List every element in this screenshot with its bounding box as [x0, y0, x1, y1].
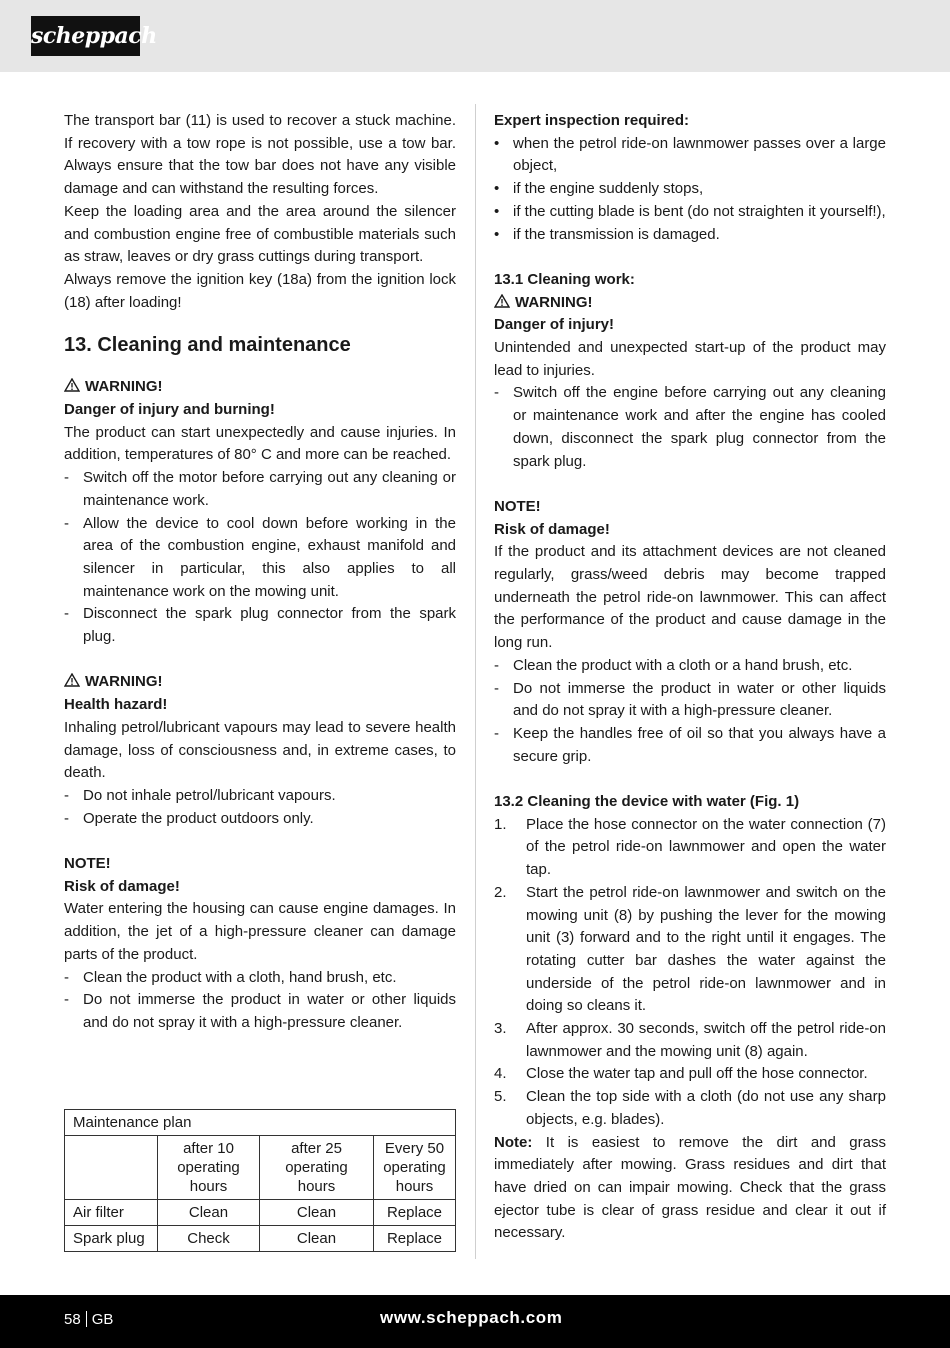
warning-triangle-icon	[494, 294, 510, 308]
list-item: - Switch off the engine before carrying out any cleaning or maintenance work and after the engine has cooled down, disconnect the spark plug connector from the spark plug.	[494, 384, 886, 470]
right-column	[494, 110, 886, 1245]
column-divider	[475, 104, 476, 1259]
list-item: • when the petrol ride-on lawnmower passes over a large object,	[494, 134, 886, 175]
table-row	[65, 1226, 456, 1252]
table-header-row	[65, 1136, 456, 1200]
table-cell: Spark plug	[65, 1226, 158, 1252]
warning-header	[64, 671, 456, 694]
table-cell: Clean	[260, 1226, 374, 1252]
maintenance-plan-table	[64, 1109, 456, 1252]
section-title: 13. Cleaning and maintenance	[64, 334, 351, 357]
warning-triangle-icon	[64, 378, 80, 392]
final-note	[494, 1132, 886, 1246]
list-item: - Clean the product with a cloth or a hand brush, etc.	[494, 656, 853, 674]
warning-triangle-icon	[64, 673, 80, 687]
warning-label: WARNING!	[85, 378, 163, 396]
note-title: Risk of damage!	[494, 520, 610, 538]
table-cell: Air filter	[65, 1200, 158, 1226]
cleaning-steps-list	[494, 814, 886, 1132]
transport-paragraph-3: Always remove the ignition key (18a) from the ignition lock (18) after loading!	[64, 270, 456, 311]
note-label: NOTE!	[64, 855, 111, 873]
expert-inspection-title: Expert inspection required:	[494, 112, 690, 129]
table-header-cell: after 25 operating hours	[260, 1136, 374, 1200]
warning-title: Health hazard!	[64, 696, 168, 714]
table-cell: Replace	[374, 1226, 456, 1252]
note-title: Risk of damage!	[64, 877, 180, 895]
website-url: www.scheppach.com	[380, 1308, 563, 1327]
list-item: - Keep the handles free of oil so that you always have a secure grip.	[494, 724, 886, 765]
brand-logo: scheppach	[31, 16, 140, 56]
list-item: - Do not immerse the product in water or other liquids and do not spray it with a high-pressure cleaner.	[494, 679, 886, 720]
list-item: - Allow the device to cool down before working in the area of the combustion engine, exhaust manifold and silencer in particular, this also applies to all maintenance work on the mowing unit.	[64, 514, 456, 600]
list-item: - Operate the product outdoors only.	[64, 809, 314, 827]
warning-label: WARNING!	[85, 673, 163, 691]
warning-title: Danger of injury!	[494, 316, 615, 334]
warning-text: The product can start unexpectedly and cause injuries. In addition, temperatures of 80° C and more can be reached.	[64, 423, 456, 464]
note-list	[64, 967, 456, 1035]
note-text: It is easiest to remove the dirt and grass immediately after mowing. Grass residues and dirt that have dried on can impair mowing. Check that the grass ejector tube is clear of grass residue and clear it out if necessary.	[494, 1133, 886, 1242]
list-item: 5. Clean the top side with a cloth (do not use any sharp objects, e.g. blades).	[494, 1088, 886, 1128]
note-text: Water entering the housing can cause engine damages. In addition, the jet of a high-pressure cleaner can damage parts of the product.	[64, 900, 456, 963]
table-row	[65, 1200, 456, 1226]
page-number: 58 GB	[64, 1311, 114, 1328]
subsection-heading-13-2: 13.2 Cleaning the device with water (Fig. 1)	[494, 793, 800, 811]
left-column	[64, 110, 456, 1035]
warning-text: Inhaling petrol/lubricant vapours may lead to severe health damage, loss of consciousness and, in extreme cases, to death.	[64, 718, 456, 782]
table-cell: Replace	[374, 1200, 456, 1226]
warning-list	[64, 467, 456, 649]
warning-header	[494, 292, 886, 315]
expert-inspection-list	[494, 133, 886, 247]
list-item: - Switch off the motor before carrying out any cleaning or maintenance work.	[64, 469, 456, 509]
list-item: - Clean the product with a cloth, hand brush, etc.	[64, 968, 397, 986]
note-label: NOTE!	[494, 497, 541, 515]
table-title: Maintenance plan	[65, 1110, 456, 1136]
table-header-cell: after 10 operating hours	[158, 1136, 260, 1200]
table-cell: Clean	[260, 1200, 374, 1226]
list-item: - Do not immerse the product in water or other liquids and do not spray it with a high-pressure cleaner.	[64, 991, 456, 1031]
warning-title: Danger of injury and burning!	[64, 401, 275, 419]
list-item: 4. Close the water tap and pull off the hose connector.	[494, 1065, 868, 1083]
list-item: - Disconnect the spark plug connector from the spark plug.	[64, 605, 456, 646]
transport-paragraph-2: Keep the loading area and the area around the silencer and combustion engine free of combustible materials such as straw, leaves or dry grass cuttings during transport.	[64, 202, 456, 266]
list-item: - Do not inhale petrol/lubricant vapours.	[64, 786, 336, 804]
note-label: Note:	[494, 1133, 533, 1151]
list-item: • if the transmission is damaged.	[494, 225, 720, 243]
warning-list	[494, 382, 886, 473]
footer-bar	[0, 1295, 950, 1348]
transport-paragraph-1: The transport bar (11) is used to recover a stuck machine. If recovery with a tow rope is not possible, use a tow bar. Always ensure that the tow bar does not have any visible damage and can withstand the resulting forces.	[64, 112, 456, 198]
subsection-heading-13-1: 13.1 Cleaning work:	[494, 270, 635, 288]
warning-text: Unintended and unexpected start-up of the product may lead to injuries.	[494, 339, 886, 379]
header-band	[0, 0, 950, 72]
warning-label: WARNING!	[515, 293, 593, 311]
table-cell: Clean	[158, 1200, 260, 1226]
list-item: 1. Place the hose connector on the water connection (7) of the petrol ride-on lawnmower and open the water tap.	[494, 815, 886, 879]
warning-list	[64, 785, 456, 830]
list-item: • if the engine suddenly stops,	[494, 180, 704, 198]
warning-header	[64, 376, 456, 399]
list-item: • if the cutting blade is bent (do not straighten it yourself!),	[494, 202, 886, 220]
note-list	[494, 655, 886, 769]
list-item: 2. Start the petrol ride-on lawnmower and switch on the mowing unit (8) by pushing the lever for the mowing unit (3) forward and to the right until it engages. The rotating cutter bar dashes the water against the underside of the petrol ride-on lawnmower and in doing so cleans it.	[494, 883, 886, 1015]
list-item: 3. After approx. 30 seconds, switch off the petrol ride-on lawnmower and the mowing unit (8) again.	[494, 1020, 886, 1060]
table-header-cell: Every 50 operating hours	[374, 1136, 456, 1200]
table-cell: Check	[158, 1226, 260, 1252]
table-header-cell	[65, 1136, 158, 1200]
note-text: If the product and its attachment devices are not cleaned regularly, grass/weed debris may become trapped underneath the petrol ride-on lawnmower. This can affect the performance of the product and cause damage in the long run.	[494, 543, 886, 652]
